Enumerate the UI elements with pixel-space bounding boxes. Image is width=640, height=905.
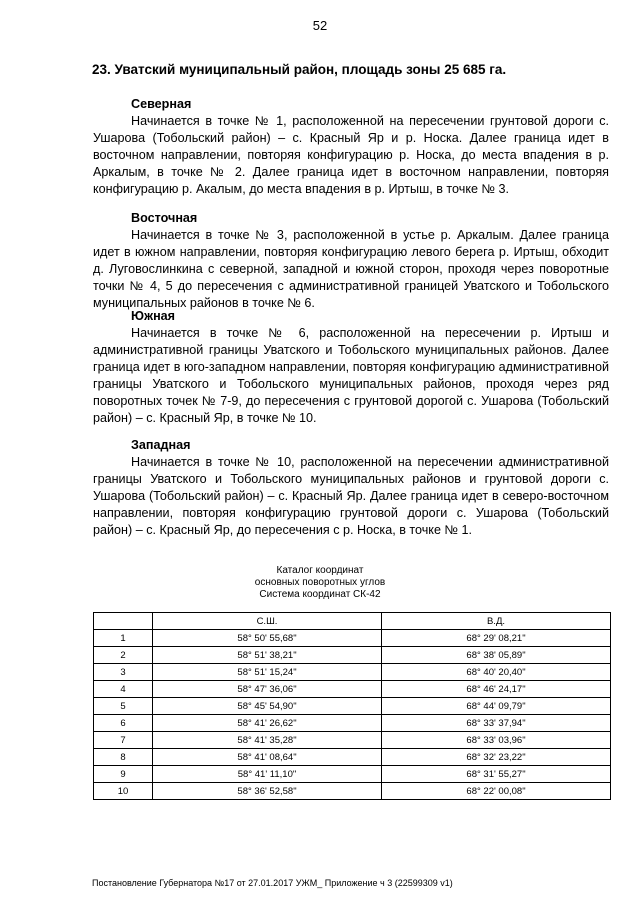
table-cell: 58° 47' 36,06" xyxy=(153,681,382,698)
section-east xyxy=(93,210,609,312)
table-header-row xyxy=(94,613,611,630)
table-row xyxy=(94,732,611,749)
table-cell: 58° 45' 54,90" xyxy=(153,698,382,715)
table-cell: 58° 41' 08,64" xyxy=(153,749,382,766)
table-cell: 9 xyxy=(94,766,153,783)
table-cell: 68° 33' 03,96" xyxy=(382,732,611,749)
table-cell: 1 xyxy=(94,630,153,647)
section-text-west: Начинается в точке № 10, расположенной на пересечении административной границы Уватского и Тобольского муниципальных районов и грунтовой дороги с. Ушарова (Тобольский район) – с. Красный Яр. Далее граница идет в северо-восточном направлении, повторяя конфигурацию грунтовой дороги с. Ушарова (Тобольский район) – с. Красный Яр, до пересечения с р. Носка, в точке № 1. xyxy=(93,455,609,537)
table-cell: 8 xyxy=(94,749,153,766)
table-cell: 58° 51' 15,24" xyxy=(153,664,382,681)
table-row xyxy=(94,715,611,732)
section-text-north: Начинается в точке № 1, расположенной на пересечении грунтовой дороги с. Ушарова (Тобольский район) – с. Красный Яр и р. Носка. Далее граница идет в восточном направлении, повторяя конфигурацию р. Носка, до места впадения в р. Аркалым, в точке № 2. Далее граница идет в восточном направлении, повторяя конфигурацию р. Акалым, до места впадения в р. Иртыш, в точке № 3. xyxy=(93,114,609,196)
coordinates-table xyxy=(93,612,611,800)
section-heading: 23. Уватский муниципальный район, площадь зоны 25 685 га. xyxy=(92,62,507,77)
table-cell: 68° 46' 24,17" xyxy=(382,681,611,698)
catalog-line-1: Каталог координат xyxy=(276,565,364,576)
table-cell: 5 xyxy=(94,698,153,715)
section-text-south: Начинается в точке № 6, расположенной на пересечении р. Иртыш и административной границы Уватского и Тобольского муниципальных районов. Далее граница идет в юго-западном направлении, повторяя конфигурацию административной границы Уватского и Тобольского муниципальных районов, проходя через ряд поворотных точек № 7-9, до пересечения с грунтовой дорогой с. Ушарова (Тобольский район) – с. Красный Яр, в точке № 10. xyxy=(93,326,609,425)
table-row xyxy=(94,766,611,783)
table-cell: 68° 22' 00,08" xyxy=(382,783,611,800)
catalog-caption xyxy=(0,565,640,601)
section-title-south: Южная xyxy=(131,309,176,323)
catalog-line-3: Система координат СК-42 xyxy=(259,589,381,600)
table-cell: 58° 41' 26,62" xyxy=(153,715,382,732)
table-row xyxy=(94,630,611,647)
table-cell: 2 xyxy=(94,647,153,664)
section-north xyxy=(93,96,609,198)
table-cell: 68° 31' 55,27" xyxy=(382,766,611,783)
table-cell: 4 xyxy=(94,681,153,698)
table-header-cell: В.Д. xyxy=(382,613,611,630)
table-cell: 68° 32' 23,22" xyxy=(382,749,611,766)
table-cell: 58° 50' 55,68" xyxy=(153,630,382,647)
table-cell: 6 xyxy=(94,715,153,732)
table-cell: 58° 51' 38,21" xyxy=(153,647,382,664)
page-number: 52 xyxy=(312,18,328,33)
table-row xyxy=(94,749,611,766)
catalog-line-2: основных поворотных углов xyxy=(254,577,386,588)
section-text-east: Начинается в точке № 3, расположенной в устье р. Аркалым. Далее граница идет в южном направлении, повторяя конфигурацию левого берега р. Иртыш, обходит д. Луговослинкина с северной, западной и южной сторон, проходя через поворотные точки № 4, 5 до пересечения с административной границей Уватского и Тобольского муниципальных районов в точке № 6. xyxy=(93,228,609,310)
table-row xyxy=(94,664,611,681)
table-cell: 58° 41' 35,28" xyxy=(153,732,382,749)
table-cell: 68° 38' 05,89" xyxy=(382,647,611,664)
document-footer: Постановление Губернатора №17 от 27.01.2017 УЖМ_ Приложение ч 3 (22599309 v1) xyxy=(92,878,453,888)
table-cell: 68° 29' 08,21" xyxy=(382,630,611,647)
section-south xyxy=(93,308,609,427)
section-title-north: Северная xyxy=(131,97,192,111)
table-cell: 68° 40' 20,40" xyxy=(382,664,611,681)
section-title-west: Западная xyxy=(131,438,191,452)
section-title-east: Восточная xyxy=(131,211,198,225)
table-cell: 58° 41' 11,10" xyxy=(153,766,382,783)
section-west xyxy=(93,437,609,539)
table-cell: 7 xyxy=(94,732,153,749)
table-row xyxy=(94,698,611,715)
table-cell: 10 xyxy=(94,783,153,800)
table-cell: 58° 36' 52,58" xyxy=(153,783,382,800)
table-row xyxy=(94,681,611,698)
table-header-cell: С.Ш. xyxy=(153,613,382,630)
table-cell: 68° 33' 37,94" xyxy=(382,715,611,732)
table-row xyxy=(94,783,611,800)
table-cell: 68° 44' 09,79" xyxy=(382,698,611,715)
table-cell: 3 xyxy=(94,664,153,681)
table-header-cell xyxy=(94,613,153,630)
table-row xyxy=(94,647,611,664)
